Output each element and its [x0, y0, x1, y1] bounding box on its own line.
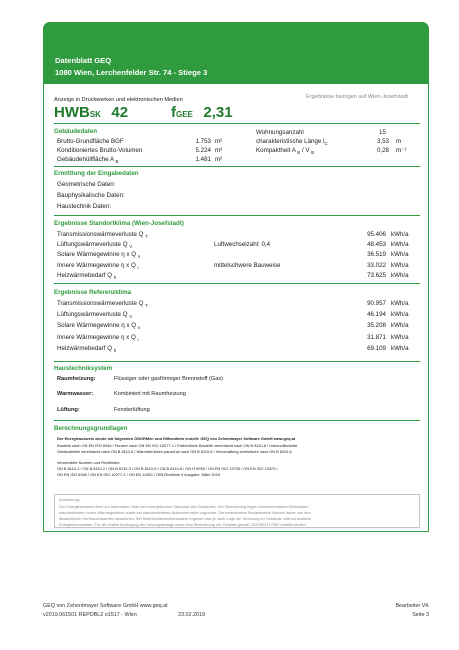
berechnung-line-2: Bauteile nach ON EN ISO 6946 / Fenster nach ON EN ISO 10077-1 / Erdberührte Bauteile vereinfacht nach ON B 8110-6 / Unkonditionierte [57, 443, 298, 448]
volume-unit: m³ [215, 147, 223, 154]
warmwasser-value: Kombiniert mit Raumheizung [114, 391, 186, 397]
standortklima-row-label: Heizwärmebedarf Q $_h$ [57, 271, 117, 281]
referenzklima-row-label: Heizwärmebedarf Q $_h$ [57, 344, 117, 354]
divider [54, 420, 420, 421]
hwb-indicator [54, 104, 128, 122]
anmerkung-title: Anmerkung: [59, 497, 80, 502]
volume-label: Konditioniertes Brutto-Volumen [57, 147, 143, 154]
divider [54, 361, 420, 362]
kompaktheit-label: Kompaktheit A $_B$ / V $_B$ [256, 147, 315, 156]
wohnungsanzahl-value: 15 [379, 129, 386, 136]
volume-value: 5.224 [195, 147, 211, 154]
standortklima-row-unit: kWh/a [391, 261, 409, 269]
fgee-indicator [171, 104, 233, 122]
char-laenge-value: 3,53 [376, 138, 389, 145]
referenzklima-row-unit: kWh/a [391, 322, 409, 330]
referenzklima-row-value: 69.109 [367, 344, 386, 352]
anmerkung-line-2: standardisierte innere Wärmegewinne sowie ein standardisiertes Nutzerverhalten zugrunde. Die berechneten Bedarfswerte können daher von den [59, 510, 311, 515]
standortklima-row-label: Innere Wärmegewinne η x Q $_i$ [57, 261, 139, 270]
warmwasser-label: Warmwasser: [57, 391, 94, 397]
standortklima-row-unit: kWh/a [391, 241, 409, 249]
standortklima-row-unit: kWh/a [391, 231, 409, 238]
section-title-haustechnik: Haustechniksystem [54, 365, 113, 372]
section-title-berechnung: Berechnungsgrundlagen [54, 425, 128, 432]
hwb-value: 42 [111, 104, 129, 121]
fgee-value: 2,31 [203, 104, 233, 121]
bgf-value: 1.753 [195, 138, 211, 145]
document-title: Datenblatt GEQ [55, 56, 112, 65]
referenzklima-row-label: Solare Wärmegewinne η x Q $_s$ [57, 322, 141, 331]
berechnung-line-1: Der Energieausweis wurde mit folgenden ÖNORMen und Hilfsmitteln erstellt: GEQ von Zehentmayer Software GmbH www.geq.at [57, 436, 296, 441]
hwb-label: HWB [54, 104, 90, 121]
referenzklima-row-value: 31.871 [367, 333, 386, 341]
referenzklima-row-unit: kWh/a [391, 344, 409, 352]
document-address: 1080 Wien, Lerchenfelder Str. 74 - Stiege 3 [55, 68, 208, 77]
standortklima-row-value: 33.022 [367, 261, 386, 269]
standortklima-row-label: Transmissionswärmeverluste Q $_T$ [57, 231, 148, 240]
intro-text: Anzeige in Druckwerken und elektronischen Medien [54, 97, 183, 103]
char-laenge-unit: m [396, 138, 402, 145]
standortklima-row-value: 48.453 [367, 241, 386, 249]
kompaktheit-value: 0,28 [376, 147, 389, 154]
wohnungsanzahl-label: Wohnungsanzahl [256, 129, 304, 136]
raumheizung-label: Raumheizung: [57, 376, 96, 382]
divider [54, 215, 420, 216]
eingabe-haustechnik: Haustechnik Daten: [57, 203, 111, 210]
standortklima-row-value: 95.406 [367, 231, 386, 238]
referenzklima-row-unit: kWh/a [391, 311, 409, 319]
eingabe-bauphysik: Bauphysikalische Daten: [57, 192, 125, 199]
normen-title: Verwendete Normen und Richtlinien: [57, 460, 121, 465]
standortklima-row-unit: kWh/a [391, 271, 409, 279]
bgf-label: Brutto-Grundfläche BGF [57, 138, 124, 145]
section-title-gebaeudedaten: Gebäudedaten [54, 128, 97, 135]
section-title-eingabedaten: Ermittlung der Eingabedaten [54, 170, 139, 177]
huellflaeche-value: 1.481 [195, 156, 211, 163]
standortklima-row-note: Luftwechselzahl: 0,4 [214, 241, 271, 249]
anmerkung-line-4: Energiekennzahlen. Für die exakte Auslegung der Heizungsanlage muss eine Berechnung der Heizlast gemäß ÖNORM H 7500 erstellt werden. [59, 522, 307, 527]
standortklima-row-value: 36.519 [367, 251, 386, 259]
eingabe-geometrie: Geometrische Daten: [57, 181, 116, 188]
document-header [43, 22, 429, 84]
kompaktheit-unit: m⁻¹ [396, 147, 407, 154]
referenzklima-row-label: Lüftungswärmeverluste Q $_V$ [57, 311, 133, 320]
standortklima-row-unit: kWh/a [391, 251, 409, 259]
referenzklima-row-value: 46.194 [367, 311, 386, 319]
referenzklima-row-unit: kWh/a [391, 300, 409, 307]
section-title-referenzklima: Ergebnisse Referenzklima [54, 289, 132, 296]
bgf-unit: m² [215, 138, 223, 145]
referenzklima-row-unit: kWh/a [391, 333, 409, 341]
huellflaeche-label: Gebäudehüllfläche A $_B$ [57, 156, 119, 165]
footer-version: v2019,061501 REPDBL2 o1517 - Wien [43, 612, 137, 618]
fgee-label: f [171, 104, 176, 121]
footer-bearbeiter: Bearbeiter VK [395, 603, 429, 609]
anmerkung-line-3: tatsächlichen Verbrauchswerten abweichen. Bei Mehrfamilienwohnhäusern ergeben sich je nach Lage der Wohnung im Gebäude unterschiedliche [59, 516, 311, 521]
standortklima-row-label: Lüftungswärmeverluste Q $_V$ [57, 241, 133, 250]
footer-date: 23.02.2019 [178, 612, 205, 618]
char-laenge-label: charakteristische Länge $l_C$ [256, 138, 328, 147]
normen-line-2: ON EN ISO 6946 / ON EN ISO 10077-1 / ON EN 12831 / OIB-Richtlinie 6 Ausgabe: März 2015 [57, 472, 221, 477]
lueftung-label: Lüftung: [57, 407, 80, 413]
referenzklima-row-value: 35.208 [367, 322, 386, 330]
divider [54, 166, 420, 167]
footer-page: Seite 3 [412, 612, 429, 618]
anmerkung-line-1: Der Energieausweis dient zur Information über den energetischen Standard des Gebäudes. Der Berechnung liegen durchschnittliche Klimadaten, [59, 504, 310, 509]
referenzklima-row-label: Innere Wärmegewinne η x Q $_i$ [57, 333, 139, 342]
datasheet-body [43, 84, 429, 532]
hwb-sub: SK [89, 110, 101, 119]
anmerkung-box [54, 494, 420, 528]
section-title-standortklima: Ergebnisse Standortklima (Wien-Josefstadt) [54, 220, 184, 227]
divider [54, 283, 420, 284]
berechnung-line-3: Gebäudeteile vereinfacht nach ON B 8110-6 / Wärmebrücken pauschal nach ON B 8110-6 / Verschattung vereinfacht nach ON B 8110-6 [57, 449, 292, 454]
lueftung-value: Fensterlüftung [114, 407, 150, 413]
normen-line-1: ON B 8110-1 / ON B 8110-2 / ON B 8110-3 / ON B 8110-5 / ON B 8110-6 / ON H 5055 / ON EN ISO 13790 / ON EN ISO 13370 / [57, 466, 278, 471]
standortklima-row-note: mittelschwere Bauweise [214, 261, 281, 269]
huellflaeche-unit: m² [215, 156, 223, 163]
footer-software: GEQ von Zehentmayer Software GmbH www.geq.at [43, 603, 168, 609]
referenzklima-row-value: 90.957 [367, 300, 386, 307]
standortklima-row-label: Solare Wärmegewinne η x Q $_s$ [57, 251, 141, 260]
raumheizung-value: Flüssiger oder gasförmiger Brennstoff (Gas) [114, 376, 224, 382]
divider [54, 123, 420, 124]
intro-location-note: Ergebnisse bezogen auf Wien-Josefstadt [306, 94, 408, 100]
standortklima-row-value: 73.625 [367, 271, 386, 279]
fgee-sub: GEE [176, 110, 193, 119]
referenzklima-row-label: Transmissionswärmeverluste Q $_T$ [57, 300, 148, 309]
